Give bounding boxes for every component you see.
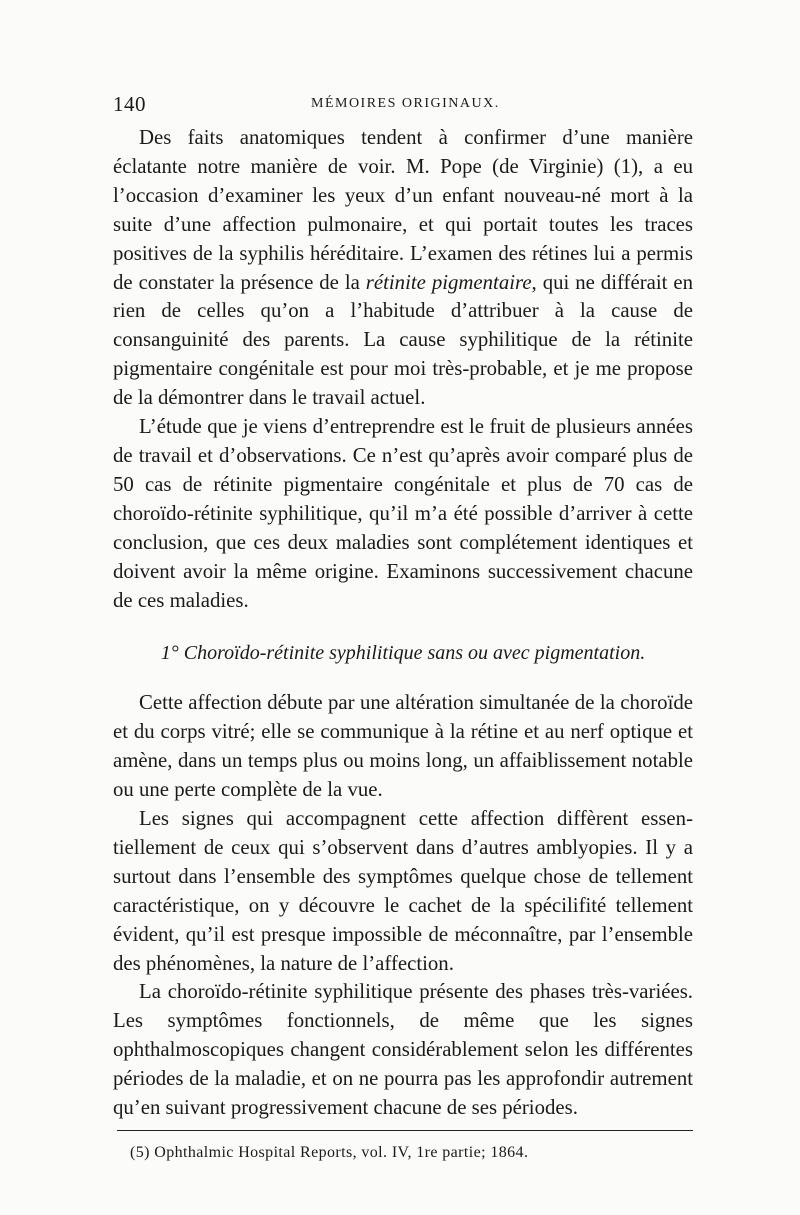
paragraph-text: Des faits anatomiques tendent à confirmer d’une manière éclatante notre manière de voir. M. Pope (de Virginie) (1), a eu l’occasion d’examiner les yeux d’un enfant nouveau-né mort à la suite d’une affection pulmonaire, et qui portait toutes les traces positives de la syphilis héréditaire. L’examen des rétines lui a permis de constater la présence de la	[113, 126, 693, 294]
footnote: (5) Ophthalmic Hospital Reports, vol. IV, 1re partie; 1864.	[130, 1144, 529, 1161]
paragraph: Les signes qui accompagnent cette affection diffèrent essentiellement de ceux qui s’observent dans d’autres amblyopies. Il y a surtout dans l’ensemble des symptômes quelque chose de tellement caractéristique, on y découvre le cachet de la spécilifité tellement évident, qu’il est presque impossible de méconnaître, par l’ensemble des phénomènes, la nature de l’affection.	[113, 807, 693, 975]
paragraph	[113, 124, 693, 413]
footnote-divider	[117, 1130, 693, 1131]
paragraph: L’étude que je viens d’entreprendre est le fruit de plusieurs années de travail et d’observations. Ce n’est qu’après avoir comparé plus de 50 cas de rétinite pigmentaire congénitale et plus de 70 cas de choroïdo-rétinite syphilitique, qu’il m’a été possible d’arriver à cette conclusion, que ces deux maladies sont complétement identiques et doivent avoir la même origine. Examinons successivement chacune de ces maladies.	[113, 415, 693, 612]
paragraph: Cette affection débute par une altération simultanée de la choroïde et du corps vitré; elle se communique à la rétine et au nerf optique et amène, dans un temps plus ou moins long, un affaiblissement notable ou une perte complète de la vue.	[113, 691, 693, 802]
paragraph-text: , qui ne différait en rien de celles qu’on a l’habitude d’attribuer à la cause de consanguinité des parents. La cause syphilitique de la rétinite pigmentaire congénitale est pour moi très-probable, et je me propose de la démontrer dans le travail actuel.	[113, 270, 693, 410]
page-number: 140	[113, 92, 146, 116]
paragraph: La choroïdo-rétinite syphilitique présente des phases très-variées. Les symptômes fonctionnels, de même que les signes ophthalmoscopiques changent considérablement selon les différentes périodes de la maladie, et on ne pourra pas les approfondir autrement qu’en suivant progressivement chacune de ses périodes.	[113, 980, 693, 1120]
section-heading: 1° Choroïdo-rétinite syphilitique sans ou avec pigmentation.	[160, 642, 646, 665]
running-title: MÉMOIRES ORIGINAUX.	[311, 96, 500, 111]
page-body	[113, 124, 693, 1123]
page-header	[113, 92, 693, 122]
italic-term: rétinite pigmentaire	[365, 270, 532, 294]
